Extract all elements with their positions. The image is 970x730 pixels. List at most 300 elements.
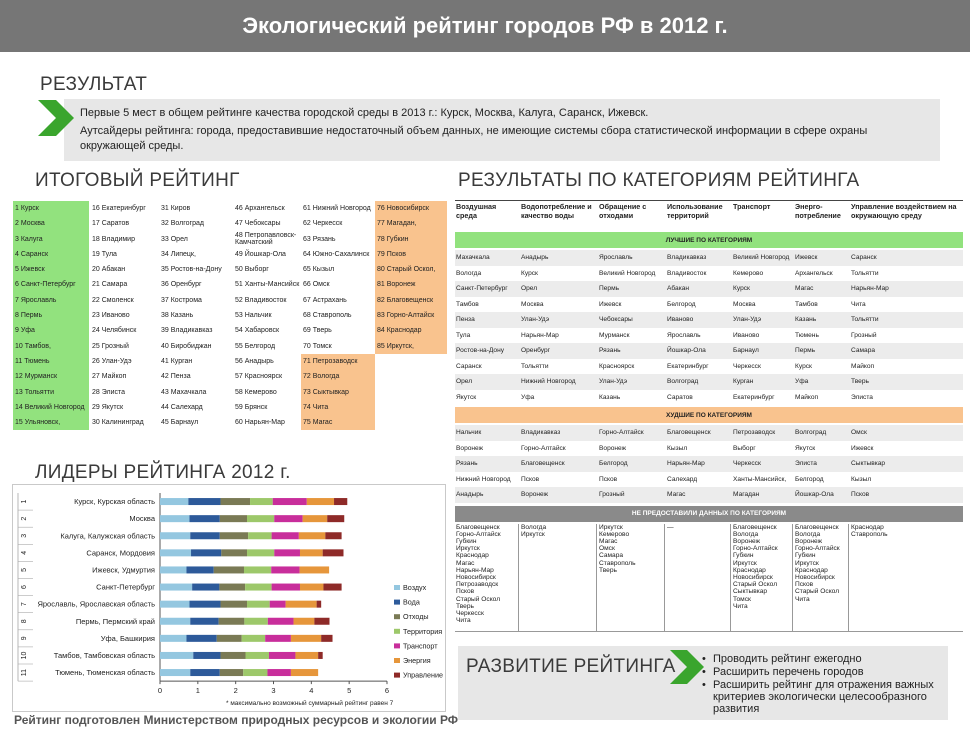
- table-cell: Улан-Удэ: [599, 378, 628, 385]
- table-cell: Ростов-на-Дону: [456, 347, 505, 354]
- leaders-chart: [12, 484, 446, 712]
- bar-segment: [245, 584, 271, 591]
- table-cell: Тольятти: [521, 362, 549, 370]
- rating-entry: 38 Казань: [161, 312, 194, 320]
- rating-entry: 50 Выборг: [235, 266, 269, 274]
- rating-entry: 4 Саранск: [13, 247, 89, 262]
- rank-label: 1: [21, 499, 28, 504]
- table-cell: Йошкар-Ола: [795, 491, 834, 498]
- rating-entry: 69 Тверь: [303, 327, 332, 335]
- table-cell: Нальчик: [456, 429, 482, 436]
- rating-entry: 55 Белгород: [235, 342, 276, 350]
- table-cell: Кызыл: [851, 475, 872, 483]
- rating-entry: 28 Элиста: [92, 388, 126, 396]
- table-cell: Иваново: [667, 316, 694, 323]
- rating-entry: 23 Иваново: [92, 312, 130, 320]
- rating-entry: 82 Благовещенск: [375, 293, 447, 308]
- x-tick-label: 0: [157, 686, 163, 696]
- table-row: [455, 441, 963, 457]
- column-divider: [596, 524, 597, 633]
- bar-segment: [160, 618, 190, 625]
- table-cell: Ярославль: [599, 254, 633, 261]
- rating-entry: 72 Вологда: [301, 369, 375, 384]
- rating-entry: 48 Петропавловск-Камчатский: [235, 231, 297, 247]
- bar-segment: [317, 601, 322, 608]
- rating-entry: 49 Йошкар-Ола: [235, 250, 286, 258]
- table-cell: Волгоград: [667, 378, 699, 385]
- bar-segment: [217, 635, 242, 642]
- rating-entry: 21 Самара: [92, 281, 128, 289]
- legend-label: Управление: [403, 670, 443, 680]
- table-cell: Тверь: [851, 378, 869, 385]
- table-cell: Ханты-Мансийск,: [733, 475, 787, 483]
- rating-entry: 41 Курган: [161, 357, 193, 365]
- rating-entry: 58 Кемерово: [235, 388, 277, 396]
- bar-segment: [190, 618, 218, 625]
- table-cell: Элиста: [851, 393, 873, 401]
- bar-segment: [244, 618, 267, 625]
- nodata-list: Вологда Иркутск: [521, 523, 547, 538]
- table-cell: Курск: [795, 362, 812, 370]
- table-cell: Архангельск: [795, 269, 833, 277]
- table-cell: Уфа: [521, 393, 535, 401]
- bar-segment: [160, 498, 188, 505]
- bar-segment: [219, 618, 245, 625]
- nodata-list: Благовещенск Вологда Воронеж Горно-Алтайск Губкин Иркутск Краснодар Новосибирск Псков Старый Оскол Чита: [795, 523, 840, 603]
- table-cell: Великий Новгород: [599, 269, 656, 277]
- rating-entry: 73 Сыктывкар: [301, 385, 375, 400]
- nodata-list: Благовещенск Вологда Воронеж Горно-Алтайск Губкин Иркутск Краснодар Новосибирск Старый Оскол Сыктывкар Томск Чита: [733, 523, 778, 610]
- rating-entry: 2 Москва: [13, 216, 89, 231]
- table-cell: Элиста: [795, 460, 817, 467]
- rating-entry: 29 Якутск: [92, 403, 124, 411]
- nodata-list: Краснодар Ставрополь: [851, 523, 888, 538]
- column-divider: [792, 524, 793, 633]
- column-header: Использование территорий: [667, 202, 723, 220]
- x-tick-label: 2: [233, 686, 238, 696]
- bar-segment: [265, 635, 291, 642]
- legend-swatch: [394, 629, 400, 634]
- rating-entry: 24 Челябинск: [92, 327, 137, 335]
- table-cell: Тольятти: [851, 269, 879, 277]
- column-header: Обращение с отходами: [599, 202, 647, 220]
- bar-segment: [272, 532, 299, 539]
- rating-column: [375, 201, 447, 447]
- table-cell: Грозный: [599, 491, 625, 498]
- table-cell: Курск: [521, 269, 538, 277]
- rating-entry: 1 Курск: [13, 201, 89, 216]
- table-cell: Нижний Новгород: [456, 475, 511, 483]
- bar-segment: [160, 549, 191, 556]
- table-cell: Саратов: [667, 393, 693, 401]
- bar-segment: [247, 515, 274, 522]
- bar-segment: [214, 566, 244, 573]
- table-cell: Москва: [521, 300, 544, 308]
- x-tick-label: 6: [384, 686, 390, 696]
- table-cell: Майкоп: [795, 393, 819, 401]
- rating-entry: 10 Тамбов,: [13, 339, 89, 354]
- rating-entry: 22 Смоленск: [92, 296, 134, 304]
- rating-entry: 42 Пенза: [161, 373, 191, 381]
- table-cell: Тамбов: [795, 300, 818, 308]
- rank-label: 4: [21, 550, 28, 555]
- table-bottom-line: [455, 631, 963, 632]
- table-row: [455, 297, 963, 313]
- rating-entry: 46 Архангельск: [235, 205, 285, 212]
- rating-entry: 5 Ижевск: [13, 262, 89, 277]
- table-cell: Выборг: [733, 444, 756, 452]
- table-cell: Рязань: [599, 347, 621, 354]
- bar-segment: [160, 635, 186, 642]
- legend-label: Территория: [403, 626, 443, 636]
- table-cell: Псков: [851, 491, 870, 498]
- table-cell: Черкесск: [733, 460, 761, 467]
- bar-segment: [220, 669, 243, 676]
- best-band: ЛУЧШИЕ ПО КАТЕГОРИЯМ: [455, 232, 963, 248]
- bar-segment: [271, 566, 299, 573]
- rating-entry: 61 Нижний Новгород: [303, 205, 371, 212]
- rating-entry: 77 Магадан,: [375, 216, 447, 231]
- rating-entry: 57 Красноярск: [235, 373, 283, 381]
- bar-segment: [242, 635, 265, 642]
- development-heading: РАЗВИТИЕ РЕЙТИНГА: [466, 656, 676, 677]
- rating-entry: 45 Барнаул: [161, 419, 199, 427]
- table-cell: Магадан: [733, 491, 760, 498]
- bar-segment: [220, 515, 247, 522]
- page-title: Экологический рейтинг городов РФ в 2012 г.: [0, 0, 970, 52]
- bar-segment: [273, 498, 307, 505]
- table-cell: Чита: [851, 300, 866, 308]
- table-row: [455, 343, 963, 359]
- rating-entry: 67 Астрахань: [303, 296, 347, 304]
- bar-segment: [274, 515, 302, 522]
- table-cell: Магас: [795, 285, 814, 292]
- bar-segment: [160, 532, 190, 539]
- x-tick-label: 1: [195, 686, 200, 696]
- rating-entry: 40 Биробиджан: [161, 342, 212, 350]
- table-cell: Великий Новгород: [733, 254, 790, 261]
- table-cell: Нарьян-Мар: [521, 331, 559, 339]
- rating-entry: 78 Губкин: [375, 232, 447, 247]
- column-divider: [730, 524, 731, 633]
- table-cell: Орел: [521, 285, 538, 292]
- development-item: • Расширить перечень городов: [702, 666, 942, 678]
- table-cell: Пермь: [599, 285, 620, 292]
- table-cell: Сыктывкар: [851, 460, 886, 467]
- table-cell: Анадырь: [521, 254, 549, 261]
- rating-entry: 20 Абакан: [92, 266, 126, 274]
- table-cell: Воронеж: [599, 444, 627, 452]
- rating-entry: 71 Петрозаводск: [301, 354, 375, 369]
- bar-segment: [221, 498, 251, 505]
- rating-entry: 39 Владикавказ: [161, 327, 213, 335]
- category-label: Пермь, Пермский край: [75, 616, 155, 626]
- category-label: Тамбов, Тамбовская область: [53, 650, 155, 660]
- column-header: Воздушная среда: [456, 202, 497, 220]
- legend-label: Вода: [403, 597, 420, 607]
- leaders-heading: ЛИДЕРЫ РЕЙТИНГА 2012 г.: [35, 462, 291, 483]
- rating-entry: 33 Орел: [161, 235, 188, 243]
- bar-segment: [299, 532, 325, 539]
- rating-entry: 80 Старый Оскол,: [375, 262, 447, 277]
- rating-entry: 6 Санкт-Петербург: [13, 277, 89, 292]
- rating-entry: 63 Рязань: [303, 235, 336, 243]
- bar-segment: [270, 601, 286, 608]
- legend-swatch: [394, 643, 400, 648]
- rating-entry: 3 Калуга: [13, 232, 89, 247]
- nodata-list: Благовещенск Горно-Алтайск Губкин Иркутск Краснодар Магас Нарьян-Мар Новосибирск Петрозаводск Псков Старый Оскол Тверь Черкесск Чита: [456, 523, 501, 625]
- bar-segment: [243, 669, 267, 676]
- table-cell: Москва: [733, 300, 756, 308]
- rating-entry: 79 Псков: [375, 247, 447, 262]
- column-header: Транспорт: [733, 202, 771, 211]
- table-row: [455, 281, 963, 297]
- table-cell: Пенза: [456, 316, 475, 323]
- rating-entry: 12 Мурманск: [13, 369, 89, 384]
- table-cell: Майкоп: [851, 362, 875, 370]
- category-results-heading: РЕЗУЛЬТАТЫ ПО КАТЕГОРИЯМ РЕЙТИНГА: [458, 170, 860, 191]
- table-cell: Белгород: [795, 475, 824, 483]
- bar-segment: [325, 532, 341, 539]
- bar-segment: [192, 584, 219, 591]
- table-cell: Саранск: [456, 362, 482, 370]
- bar-segment: [247, 601, 270, 608]
- rating-entry: 16 Екатеринбург: [92, 205, 146, 212]
- table-cell: Петрозаводск: [733, 429, 776, 436]
- rating-entry: 76 Новосибирск: [375, 201, 447, 216]
- bar-segment: [300, 566, 330, 573]
- footer-note: Рейтинг подготовлен Министерством природных ресурсов и экологии РФ: [14, 713, 459, 727]
- table-cell: Мурманск: [599, 331, 630, 339]
- bar-segment: [268, 618, 294, 625]
- x-tick-label: 4: [309, 686, 314, 696]
- rating-column: [233, 201, 301, 447]
- table-cell: Рязань: [456, 460, 478, 467]
- table-cell: Тюмень: [795, 331, 819, 339]
- rank-label: 2: [21, 516, 28, 521]
- rank-label: 5: [21, 567, 28, 572]
- rating-entry: 65 Кызыл: [303, 266, 335, 274]
- category-label: Уфа, Башкирия: [100, 633, 155, 643]
- bar-segment: [267, 669, 290, 676]
- rating-entry: 60 Нарьян-Мар: [235, 419, 285, 427]
- final-rating-heading: ИТОГОВЫЙ РЕЙТИНГ: [35, 170, 240, 191]
- category-label: Тюмень, Тюменская область: [55, 668, 155, 678]
- category-label: Калуга, Калужская область: [60, 531, 155, 541]
- rank-label: 9: [21, 636, 28, 641]
- table-cell: Абакан: [667, 285, 690, 292]
- table-cell: Владивосток: [667, 269, 707, 277]
- rating-entry: 35 Ростов-на-Дону: [161, 266, 222, 274]
- table-row: [455, 374, 963, 390]
- leaders-chart-svg: [13, 485, 445, 711]
- bar-segment: [248, 532, 271, 539]
- table-cell: Тула: [456, 331, 471, 339]
- rating-entry: 83 Горно-Алтайск: [375, 308, 447, 323]
- column-divider: [518, 524, 519, 633]
- rating-entry: 7 Ярославль: [13, 293, 89, 308]
- table-cell: Владикавказ: [521, 429, 561, 436]
- table-cell: Чебоксары: [599, 316, 633, 323]
- category-label: Ижевск, Удмуртия: [92, 565, 155, 575]
- table-row: [455, 456, 963, 472]
- legend-label: Отходы: [403, 612, 429, 622]
- table-cell: Магас: [667, 491, 686, 498]
- bar-segment: [160, 584, 192, 591]
- rating-entry: 47 Чебоксары: [235, 220, 281, 228]
- legend-swatch: [394, 658, 400, 663]
- rating-entry: 81 Воронеж: [375, 277, 447, 292]
- bar-segment: [160, 601, 190, 608]
- rating-entry: 36 Оренбург: [161, 281, 202, 289]
- rating-entry: 15 Ульяновск,: [13, 415, 89, 430]
- table-cell: Курган: [733, 378, 754, 385]
- table-cell: Белгород: [667, 300, 696, 308]
- bar-segment: [220, 532, 248, 539]
- bar-segment: [190, 669, 220, 676]
- table-cell: Красноярск: [599, 362, 635, 370]
- table-row: [455, 312, 963, 328]
- bar-segment: [272, 584, 300, 591]
- column-header: Водопотребление и качество воды: [521, 202, 592, 220]
- table-cell: Анадырь: [456, 491, 484, 498]
- rating-entry: 11 Тюмень: [13, 354, 89, 369]
- rating-entry: 34 Липецк,: [161, 250, 196, 258]
- rating-entry: 13 Тольятти: [13, 385, 89, 400]
- table-cell: Омск: [851, 429, 867, 436]
- column-divider: [848, 524, 849, 633]
- bar-segment: [186, 566, 213, 573]
- nodata-band: НЕ ПРЕДОСТАВИЛИ ДАННЫХ ПО КАТЕГОРИЯМ: [455, 506, 963, 522]
- table-cell: Ижевск: [599, 300, 622, 308]
- table-row: [455, 425, 963, 441]
- bar-segment: [274, 549, 300, 556]
- table-cell: Белгород: [599, 460, 628, 467]
- development-list: [702, 653, 942, 716]
- table-cell: Улан-Удэ: [521, 316, 550, 323]
- table-cell: Екатеринбург: [667, 362, 709, 370]
- bar-segment: [286, 601, 317, 608]
- table-row: [455, 472, 963, 488]
- result-box: [64, 99, 940, 161]
- rating-entry: 84 Краснодар: [375, 323, 447, 338]
- bar-segment: [160, 652, 193, 659]
- table-cell: Черкесск: [733, 362, 761, 370]
- rank-label: 10: [21, 651, 28, 660]
- table-cell: Салехард: [667, 475, 698, 483]
- rating-entry: 14 Великий Новгород: [13, 400, 89, 415]
- bar-segment: [193, 652, 220, 659]
- legend-swatch: [394, 600, 400, 605]
- bar-segment: [269, 652, 295, 659]
- rating-entry: 68 Ставрополь: [303, 312, 352, 320]
- table-cell: Благовещенск: [667, 429, 711, 436]
- table-header: [455, 200, 963, 231]
- development-item: • Расширить рейтинг для отражения важных критериев экологически целесообразного развития: [702, 679, 942, 715]
- rating-entry: 18 Владимир: [92, 235, 135, 243]
- bar-segment: [160, 669, 190, 676]
- bar-segment: [291, 635, 321, 642]
- worst-band: ХУДШИЕ ПО КАТЕГОРИЯМ: [455, 407, 963, 423]
- table-cell: Иваново: [733, 331, 760, 339]
- table-cell: Самара: [851, 347, 876, 354]
- rating-entry: 19 Тула: [92, 250, 117, 258]
- table-cell: Махачкала: [456, 254, 490, 261]
- result-heading: РЕЗУЛЬТАТ: [40, 74, 148, 95]
- bar-segment: [160, 566, 186, 573]
- column-header: Энерго-потребление: [795, 202, 841, 220]
- rating-entry: 51 Ханты-Мансийск: [235, 281, 300, 289]
- rating-column: [301, 201, 375, 447]
- x-tick-label: 5: [347, 686, 352, 696]
- table-cell: Псков: [599, 475, 618, 483]
- rating-entry: 31 Киров: [161, 205, 191, 212]
- bar-segment: [244, 566, 271, 573]
- bar-segment: [323, 584, 341, 591]
- legend-label: Энергия: [403, 656, 431, 665]
- table-cell: Якутск: [795, 444, 816, 452]
- chart-footnote: * максимально возможный суммарный рейтинг равен 7: [226, 700, 394, 708]
- final-rating-grid: [13, 201, 447, 447]
- category-label: Москва: [129, 514, 155, 524]
- development-item: • Проводить рейтинг ежегодно: [702, 653, 942, 665]
- rank-label: 6: [21, 585, 28, 590]
- bar-segment: [307, 498, 334, 505]
- rating-entry: 56 Анадырь: [235, 357, 274, 365]
- rating-column: [159, 201, 233, 447]
- table-cell: Тольятти: [851, 316, 879, 323]
- bar-segment: [334, 498, 347, 505]
- bar-segment: [318, 652, 323, 659]
- rating-column: [90, 201, 159, 447]
- rating-entry: 75 Магас: [301, 415, 375, 430]
- rating-entry: 52 Владивосток: [235, 296, 287, 304]
- bar-segment: [323, 549, 344, 556]
- bar-segment: [250, 498, 273, 505]
- bar-segment: [186, 635, 216, 642]
- rating-entry: 66 Омск: [303, 281, 330, 289]
- table-cell: Казань: [599, 393, 621, 401]
- nodata-list: Иркутск Кемерово Магас Омск Самара Ставрополь Тверь: [599, 523, 636, 574]
- table-cell: Псков: [521, 475, 540, 483]
- rating-entry: 74 Чита: [301, 400, 375, 415]
- column-divider: [664, 524, 665, 633]
- legend-label: Транспорт: [403, 641, 438, 651]
- rating-entry: 59 Брянск: [235, 403, 268, 411]
- rating-entry: 54 Хабаровск: [235, 327, 280, 335]
- bar-segment: [300, 584, 323, 591]
- rating-column: [13, 201, 89, 447]
- rating-entry: 43 Махачкала: [161, 388, 207, 396]
- table-cell: Ижевск: [795, 254, 818, 261]
- table-cell: Владикавказ: [667, 254, 707, 261]
- table-cell: Грозный: [851, 331, 877, 339]
- table-cell: Ижевск: [851, 444, 874, 452]
- chevron-right-icon: [38, 100, 74, 136]
- rating-entry: 53 Нальчик: [235, 312, 272, 320]
- bar-segment: [295, 652, 318, 659]
- rating-entry: 9 Уфа: [13, 323, 89, 338]
- table-cell: Оренбург: [521, 347, 551, 354]
- table-row: [455, 487, 963, 503]
- table-cell: Пермь: [795, 347, 816, 354]
- table-cell: Кызыл: [667, 444, 688, 452]
- table-cell: Саранск: [851, 254, 877, 261]
- column-header: Управление воздействием на окружающую среду: [851, 202, 957, 220]
- legend-swatch: [394, 585, 400, 590]
- table-cell: Тамбов: [456, 300, 479, 308]
- legend-label: Воздух: [403, 583, 427, 592]
